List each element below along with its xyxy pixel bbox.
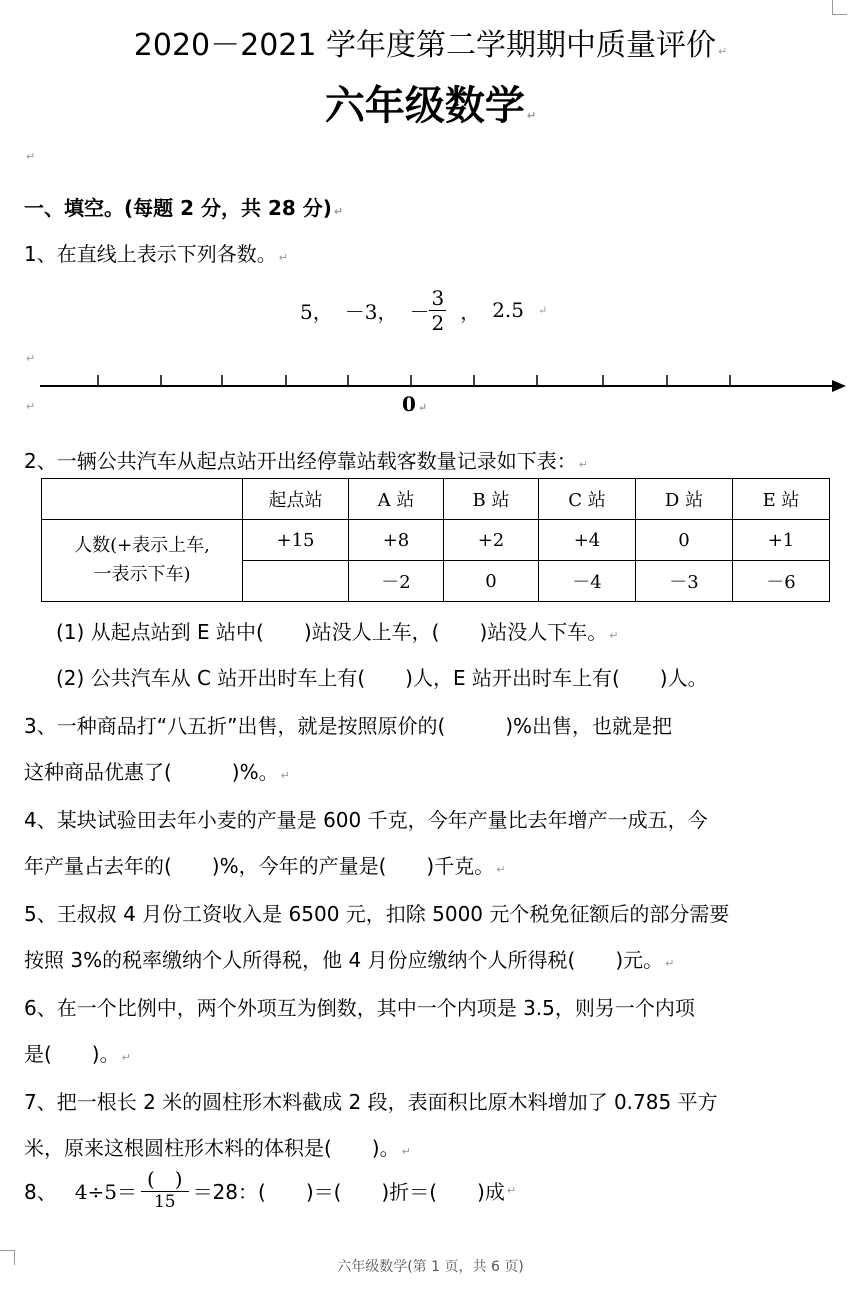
number-5: 5， bbox=[300, 299, 333, 324]
page-footer: 六年级数学(第 1 页，共 6 页) bbox=[337, 1259, 524, 1275]
question-8: 8、 4÷5＝ $\frac{( )}{15}$ ＝28：( )＝( )折＝( )成 ↵ bbox=[24, 1167, 517, 1212]
table-cell: －4 bbox=[539, 561, 636, 602]
table-cell: －3 bbox=[636, 561, 733, 602]
table-header-cell: E 站 bbox=[733, 479, 830, 520]
table-row bbox=[42, 520, 830, 561]
question-3-line-2: 这种商品优惠了( )%。 ↵ bbox=[24, 760, 290, 784]
number-neg-fraction: － $\frac{3}{2}$ ， bbox=[409, 285, 481, 335]
origin-label: 0 ↵ bbox=[402, 392, 428, 416]
q1-numbers: 5， －3， － $\frac{3}{2}$ ， 2.5 ↵ bbox=[300, 285, 548, 335]
question-7-line-2: 米，原来这根圆柱形木料的体积是( )。 ↵ bbox=[24, 1136, 411, 1160]
table-cell bbox=[243, 561, 349, 602]
crop-mark-top-right bbox=[832, 0, 847, 15]
question-5-line-2: 按照 3%的税率缴纳个人所得税，他 4 月份应缴纳个人所得税( )元。 ↵ bbox=[24, 948, 675, 972]
question-4-line-1: 4、某块试验田去年小麦的产量是 600 千克，今年产量比去年增产一成五，今 bbox=[24, 808, 708, 832]
paragraph-mark: ↵ bbox=[26, 150, 36, 163]
table-cell: +15 bbox=[243, 520, 349, 561]
question-4-line-2: 年产量占去年的( )%，今年的产量是( )千克。 ↵ bbox=[24, 854, 506, 878]
subject-title: 六年级数学 ↵ bbox=[324, 83, 537, 129]
q2-subquestion-2: (2) 公共汽车从 C 站开出时车上有( )人，E 站开出时车上有( )人。 bbox=[56, 666, 708, 690]
table-header-cell: D 站 bbox=[636, 479, 733, 520]
question-1: 1、在直线上表示下列各数。 ↵ bbox=[24, 242, 288, 266]
number-line bbox=[0, 370, 861, 400]
q8-fraction: $\frac{( )}{15}$ bbox=[141, 1169, 189, 1211]
number-2-5: 2.5 bbox=[492, 298, 525, 322]
table-header-cell: C 站 bbox=[539, 479, 636, 520]
q2-subquestion-1: (1) 从起点站到 E 站中( )站没人上车，( )站没人下车。 ↵ bbox=[56, 620, 619, 644]
table-cell: +4 bbox=[539, 520, 636, 561]
table-cell: +8 bbox=[349, 520, 444, 561]
table-cell: －2 bbox=[349, 561, 444, 602]
paragraph-mark: ↵ bbox=[26, 400, 36, 413]
table-cell: 0 bbox=[636, 520, 733, 561]
question-5-line-1: 5、王叔叔 4 月份工资收入是 6500 元，扣除 5000 元个税免征额后的部分需要 bbox=[24, 902, 730, 926]
section-heading: 一、填空。(每题 2 分，共 28 分) ↵ bbox=[24, 196, 344, 220]
question-6-line-2: 是( )。 ↵ bbox=[24, 1042, 131, 1066]
table-header-cell: A 站 bbox=[349, 479, 444, 520]
question-6-line-1: 6、在一个比例中，两个外项互为倒数，其中一个内项是 3.5，则另一个内项 bbox=[24, 996, 695, 1020]
table-header-cell: 起点站 bbox=[243, 479, 349, 520]
table-cell: +1 bbox=[733, 520, 830, 561]
table-header-cell: B 站 bbox=[444, 479, 539, 520]
table-cell: －6 bbox=[733, 561, 830, 602]
bus-passenger-table bbox=[41, 478, 830, 602]
number-neg3: －3， bbox=[344, 299, 398, 324]
table-header-row bbox=[42, 479, 830, 520]
paragraph-mark: ↵ bbox=[26, 352, 36, 365]
table-header-cell bbox=[42, 479, 243, 520]
question-7-line-1: 7、把一根长 2 米的圆柱形木料截成 2 段，表面积比原木料增加了 0.785 平方 bbox=[24, 1090, 718, 1114]
table-cell: +2 bbox=[444, 520, 539, 561]
table-cell: 0 bbox=[444, 561, 539, 602]
question-3-line-1: 3、一种商品打“八五折”出售，就是按照原价的( )%出售，也就是把 bbox=[24, 714, 673, 738]
question-2: 2、一辆公共汽车从起点站开出经停靠站载客数量记录如下表： ↵ bbox=[24, 449, 588, 473]
page-title: 2020－2021 学年度第二学期期中质量评价 ↵ bbox=[133, 28, 728, 63]
row-label-cell: 人数(+表示上车, 一表示下车) bbox=[42, 520, 243, 602]
